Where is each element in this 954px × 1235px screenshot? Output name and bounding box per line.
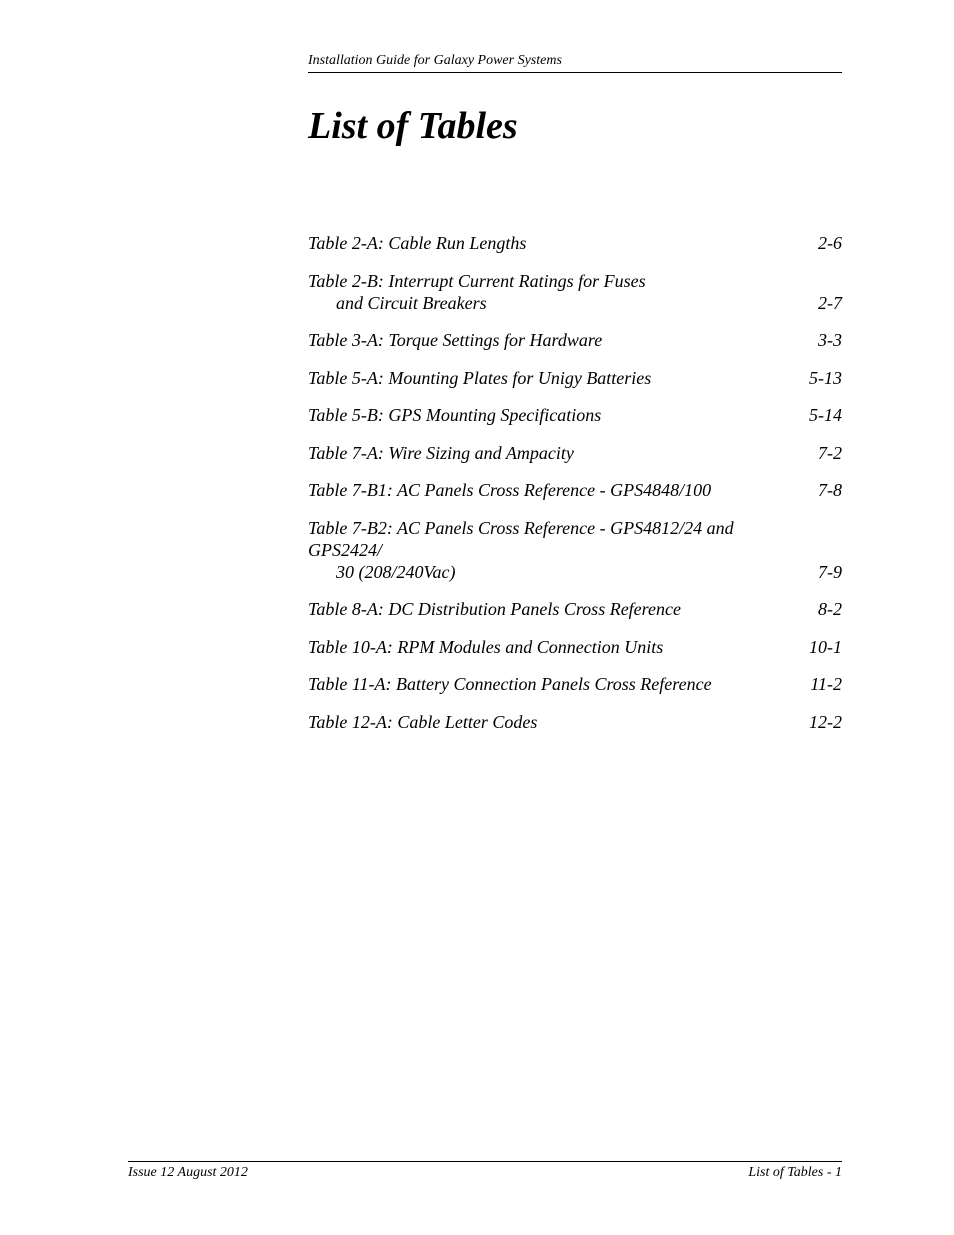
- toc-entry[interactable]: [308, 598, 842, 620]
- toc-entry[interactable]: [308, 404, 842, 426]
- toc-entry-title-line: Table 12-A: Cable Letter Codes: [308, 711, 538, 732]
- toc-entry-title: [308, 442, 786, 464]
- toc-entry-title: [308, 367, 786, 389]
- toc-entry[interactable]: [308, 636, 842, 658]
- toc-entry-title-line: Table 11-A: Battery Connection Panels Cross Reference: [308, 674, 712, 694]
- toc-entry-title: [308, 517, 786, 583]
- toc-entry-title: [308, 404, 786, 426]
- toc-entry-title: [308, 636, 786, 658]
- toc-entry-page-number: 2-7: [818, 292, 842, 313]
- toc-entry[interactable]: [308, 673, 842, 695]
- toc-entry-title: [308, 711, 786, 733]
- toc-entry-title-line: Table 7-A: Wire Sizing and Ampacity: [308, 442, 574, 463]
- toc-entry[interactable]: [308, 232, 842, 254]
- toc-entry-page-number: 7-9: [818, 561, 842, 582]
- toc-entry-title: [308, 479, 786, 501]
- toc-entry-title-line: Table 5-A: Mounting Plates for Unigy Batteries: [308, 367, 652, 388]
- toc-entry-page-number: 8-2: [818, 599, 842, 619]
- toc-entry-page-number: 11-2: [810, 674, 842, 694]
- footer-page-number: List of Tables - 1: [748, 1165, 842, 1180]
- toc-entry-title: [308, 673, 786, 695]
- toc-entry-title-line: Table 5-B: GPS Mounting Specifications: [308, 405, 602, 425]
- toc-entry-title-continuation: 30 (208/240Vac): [336, 561, 456, 582]
- toc-entry-title: [308, 329, 786, 351]
- toc-entry-page-number: 7-8: [818, 480, 842, 500]
- footer-issue-date: Issue 12 August 2012: [128, 1165, 248, 1180]
- toc-entry[interactable]: [308, 479, 842, 501]
- toc-entry-page-number: 12-2: [809, 711, 842, 732]
- toc-entry[interactable]: [308, 367, 842, 389]
- table-list: [308, 232, 842, 748]
- toc-entry-page-number: 3-3: [818, 330, 842, 350]
- toc-entry-page-number: 7-2: [818, 442, 842, 463]
- toc-entry-title-line: Table 7-B2: AC Panels Cross Reference - GPS4812/24 and GPS2424/: [308, 517, 734, 560]
- toc-entry-page-number: 5-14: [809, 405, 842, 425]
- toc-entry-page-number: 5-13: [809, 367, 842, 388]
- toc-entry[interactable]: [308, 442, 842, 464]
- running-header-title: Installation Guide for Galaxy Power Systems: [308, 53, 562, 68]
- toc-entry-title-line: Table 2-A: Cable Run Lengths: [308, 233, 527, 253]
- toc-entry-page-number: 10-1: [809, 636, 842, 657]
- toc-entry-title: [308, 232, 786, 254]
- toc-entry-title-line: Table 3-A: Torque Settings for Hardware: [308, 330, 603, 350]
- page-title: List of Tables: [308, 105, 518, 147]
- toc-entry-title-line: Table 7-B1: AC Panels Cross Reference - GPS4848/100: [308, 480, 712, 500]
- toc-entry-title: [308, 270, 786, 314]
- toc-entry[interactable]: [308, 270, 842, 314]
- page-footer: [128, 1161, 842, 1182]
- toc-entry-title-line: Table 2-B: Interrupt Current Ratings for Fuses: [308, 270, 646, 291]
- running-header: [308, 52, 842, 73]
- toc-entry[interactable]: [308, 329, 842, 351]
- toc-entry-title-line: Table 10-A: RPM Modules and Connection Units: [308, 636, 664, 657]
- toc-entry-page-number: 2-6: [818, 233, 842, 253]
- toc-entry[interactable]: [308, 711, 842, 733]
- toc-entry-title-continuation: and Circuit Breakers: [336, 292, 487, 313]
- toc-entry-title-line: Table 8-A: DC Distribution Panels Cross Reference: [308, 599, 681, 619]
- toc-entry[interactable]: [308, 517, 842, 583]
- toc-entry-title: [308, 598, 786, 620]
